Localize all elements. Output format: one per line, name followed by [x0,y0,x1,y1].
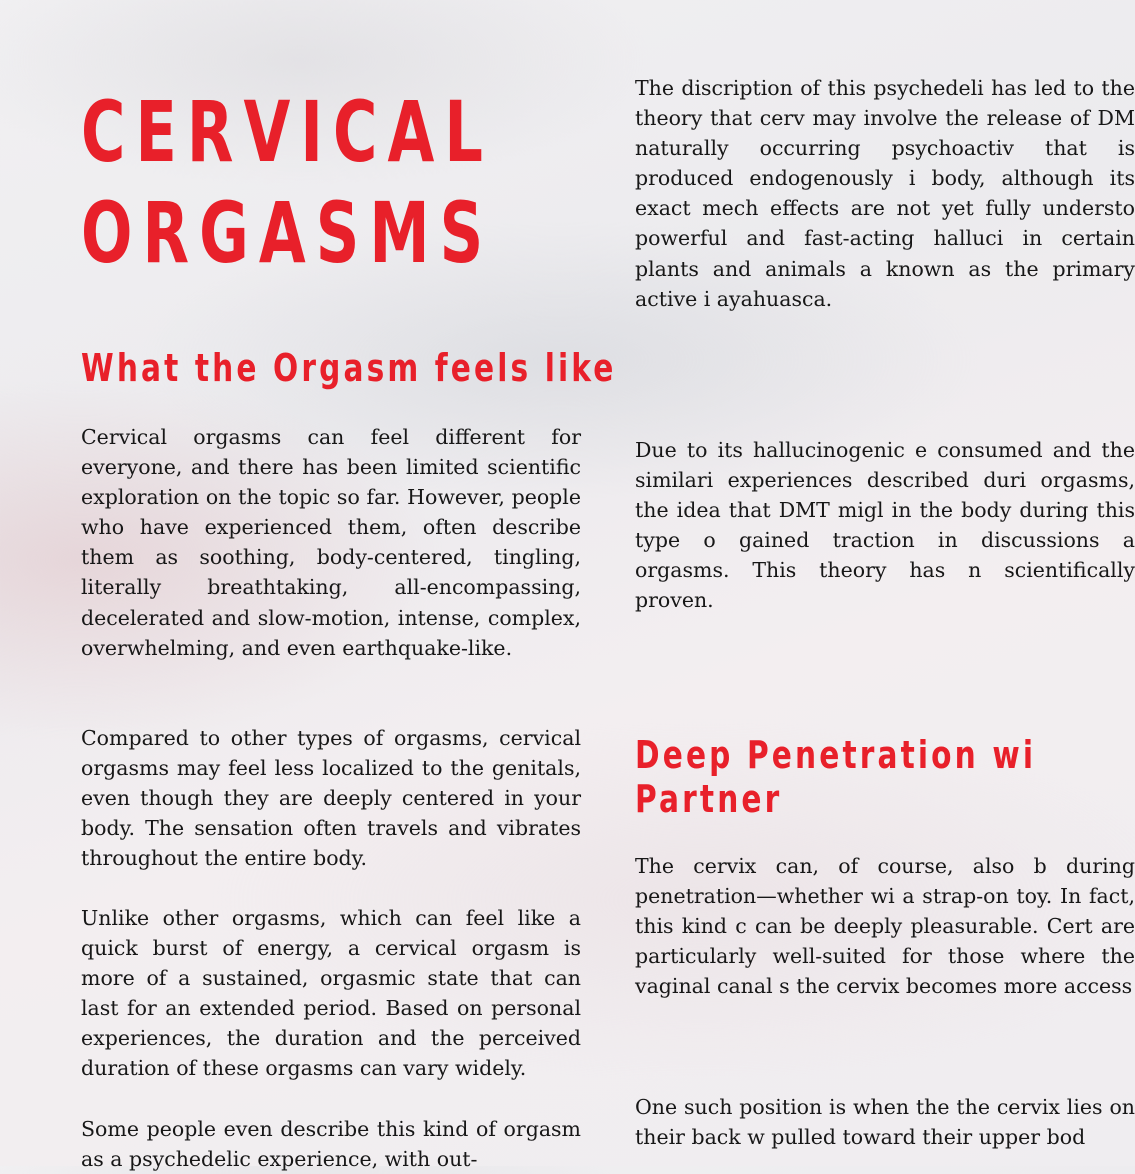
paragraph: Compared to other types of orgasms, cervical orgasms may feel less localized to the genitals, even though they are deeply centered in your body. The sensation often travels and vibrates throughout the entire body. [81,726,581,871]
right-column [635,0,1135,1166]
page-title-line-2: ORGASMS [81,184,494,282]
section-heading-feels-like: What the Orgasm feels like [81,346,617,390]
page-title-line-1: CERVICAL [81,83,493,181]
section-heading-deep-penetration [635,733,1036,821]
paragraph: Due to its hallucinogenic e consumed and the similari experiences described duri orgasms, the idea that DMT migl in the body during this type o gained traction in discussions a orgasms. This theory has n scientifically proven. [635,438,1135,613]
paragraph: One such position is when the the cervix lies on their back w pulled toward their upper bod [635,1095,1135,1150]
paragraph: The cervix can, of course, also b during penetration—whether wi a strap-on toy. In fact, this kind c can be deeply pleasurable. Cert are particularly well-suited for those where the vaginal canal s the cervix becomes more access [635,854,1135,999]
paragraph: Some people even describe this kind of orgasm as a psychedelic experience, with out- [81,1117,581,1172]
paragraph: Cervical orgasms can feel different for everyone, and there has been limited scientific exploration on the topic so far. However, people who have experienced them, often describe them as soothing, body-centered, tingling, literally breathtaking, all-encompassing, decelerated and slow-motion, intense, complex, overwhelming, and even earthquake-like. [81,425,581,660]
section-heading-line-2: Partner [635,777,783,821]
section-heading-line-1: Deep Penetration wi [635,733,1037,777]
paragraph: The discription of this psychedeli has led to the theory that cerv may involve the release of DM naturally occurring psychoactiv that is produced endogenously i body, although its exact mech effects are not yet fully understo powerful and fast-acting halluci in certain plants and animals a known as the primary active i ayahuasca. [635,76,1135,311]
paragraph: Unlike other orgasms, which can feel like a quick burst of energy, a cervical orgasm is more of a sustained, orgasmic state that can last for an extended period. Based on personal experiences, the duration and the perceived duration of these orgasms can vary widely. [81,906,581,1081]
